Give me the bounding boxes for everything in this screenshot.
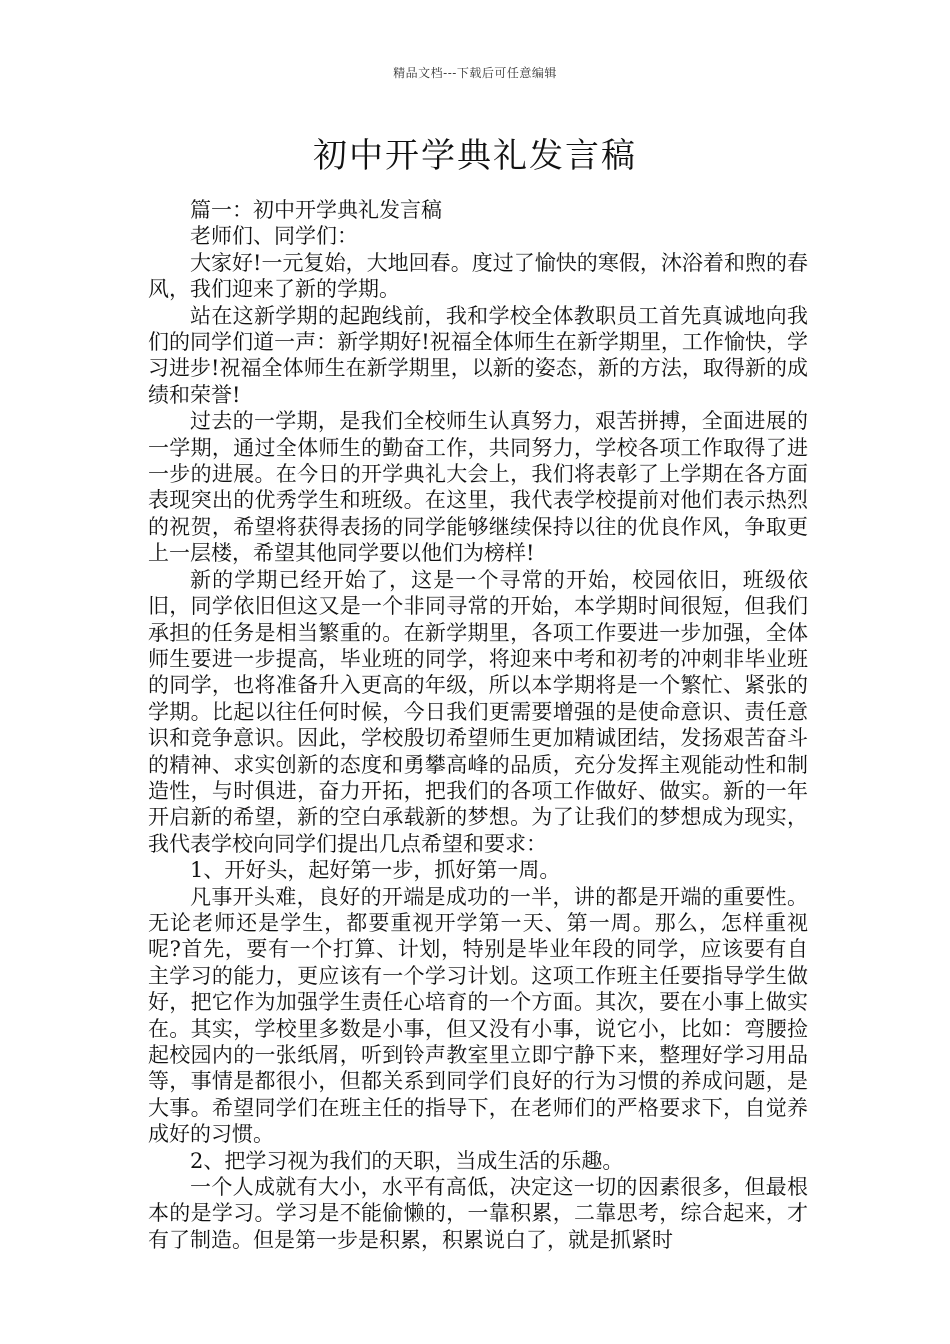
section-heading: 2、把学习视为我们的天职，当成生活的乐趣。 — [190, 1148, 624, 1173]
header-note: 精品文档---下载后可任意编辑 — [393, 66, 557, 80]
paragraph: 一个人成就有大小，水平有高低，决定这一切的因素很多，但最根本的是学习。学习是不能偷懒的，一靠积累，二靠思考，综合起来，才有了制造。但是第一步是积累，积累说白了，就是抓紧时 — [148, 1175, 808, 1252]
section-heading: 1、开好头，起好第一步，抓好第一周。 — [190, 858, 561, 883]
paragraph-salutation: 老师们、同学们： — [190, 224, 358, 249]
paragraph: 过去的一学期，是我们全校师生认真努力，艰苦拼搏，全面进展的一学期，通过全体师生的勤奋工作，共同努力，学校各项工作取得了进一步的进展。在今日的开学典礼大会上，我们将表彰了上学期在各方面表现突出的优秀学生和班级。在这里，我代表学校提前对他们表示热烈的祝贺，希望将获得表扬的同学能够继续保持以往的优良作风，争取更上一层楼，希望其他同学要以他们为榜样! — [148, 409, 808, 566]
paragraph-subtitle: 篇一：初中开学典礼发言稿 — [190, 198, 442, 222]
document-title: 初中开学典礼发言稿 — [313, 136, 637, 176]
paragraph: 凡事开头难，良好的开端是成功的一半，讲的都是开端的重要性。无论老师还是学生，都要重视开学第一天、第一周。那么，怎样重视呢?首先，要有一个打算、计划，特别是毕业年段的同学，应该要有自主学习的能力，更应该有一个学习计划。这项工作班主任要指导学生做好，把它作为加强学生责任心培育的一个方面。其次，要在小事上做实在。其实，学校里多数是小事，但又没有小事，说它小，比如：弯腰捡起校园内的一张纸屑，听到铃声教室里立即宁静下来，整理好学习用品等，事情是都很小，但都关系到同学们良好的行为习惯的养成问题，是大事。希望同学们在班主任的指导下，在老师们的严格要求下，自觉养成好的习惯。 — [148, 884, 808, 1147]
paragraph: 站在这新学期的起跑线前，我和学校全体教职员工首先真诚地向我们的同学们道一声：新学期好!祝福全体师生在新学期里，工作愉快，学习进步!祝福全体师生在新学期里，以新的姿态，新的方法，取得新的成绩和荣誉! — [148, 303, 808, 407]
paragraph: 新的学期已经开始了，这是一个寻常的开始，校园依旧，班级依旧，同学依旧但这又是一个非同寻常的开始，本学期时间很短，但我们承担的任务是相当繁重的。在新学期里，各项工作要进一步加强，全体师生要进一步提高，毕业班的同学，将迎来中考和初考的冲刺非毕业班的同学，也将准备升入更高的年级，所以本学期将是一个繁忙、紧张的学期。比起以往任何时候，今日我们更需要增强的是使命意识、责任意识和竞争意识。因此，学校殷切希望师生更加精诚团结，发扬艰苦奋斗的精神、求实创新的态度和勇攀高峰的品质，充分发挥主观能动性和制造性，与时俱进，奋力开拓，把我们的各项工作做好、做实。新的一年开启新的希望，新的空白承载新的梦想。为了让我们的梦想成为现实，我代表学校向同学们提出几点希望和要求： — [148, 567, 808, 856]
document-body — [148, 197, 808, 1253]
paragraph: 大家好!一元复始，大地回春。度过了愉快的寒假，沐浴着和煦的春风，我们迎来了新的学期。 — [148, 250, 808, 302]
